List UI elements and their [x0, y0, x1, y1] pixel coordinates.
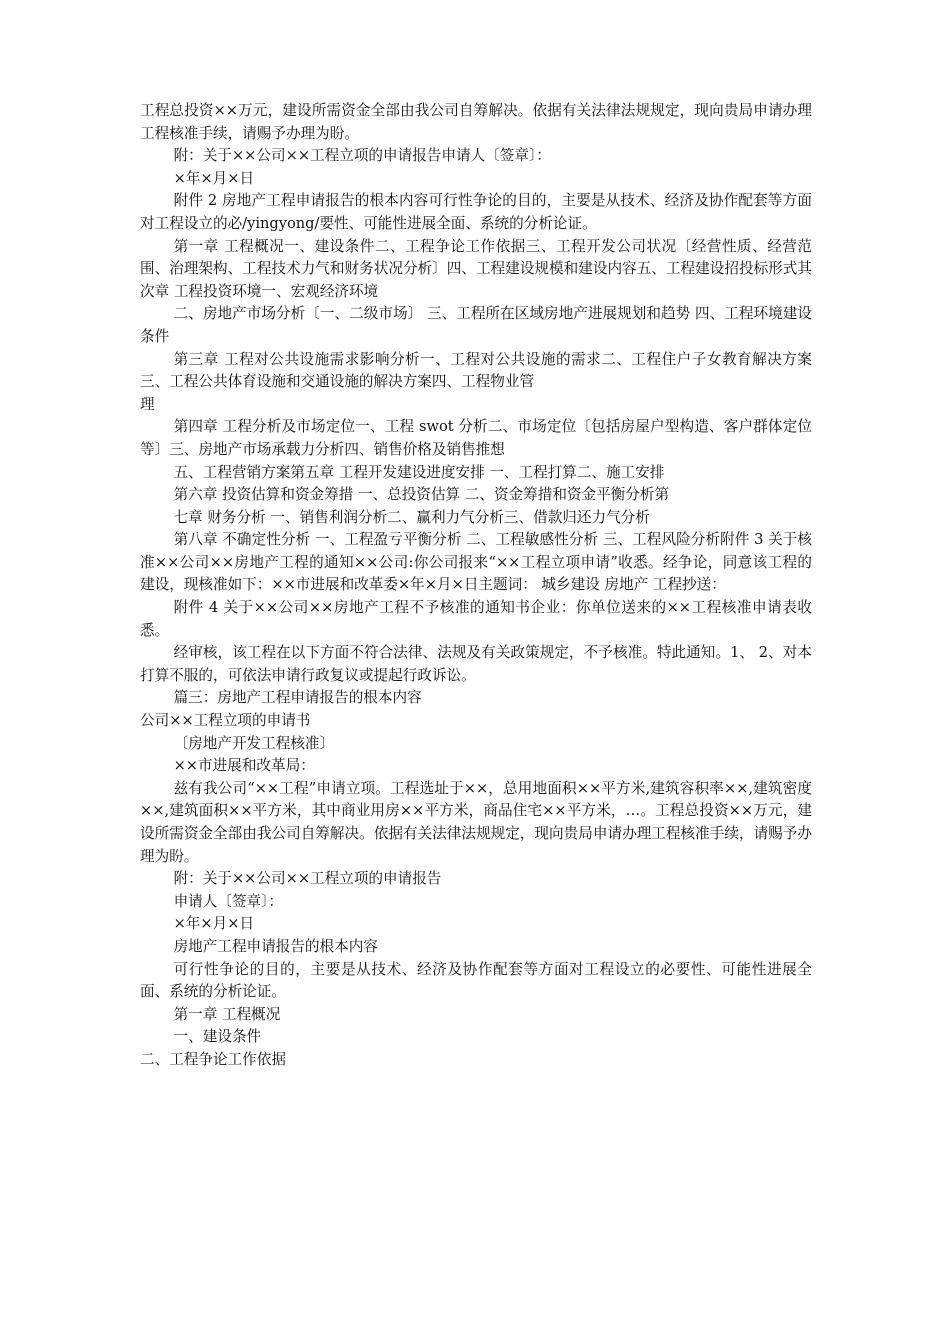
- paragraph-4: 第一章 工程概况一、建设条件二、工程争论工作依据三、工程开发公司状况〔经营性质、经营范围、治理架构、工程技术力气和财务状况分析〕四、工程建设规模和建设内容五、工程建设招投标形式其次章 工程投资环境一、宏观经济环境: [140, 237, 812, 300]
- paragraph-10: 第六章 投资估算和资金筹措 一、总投资估算 二、资金筹措和资金平衡分析第: [173, 486, 670, 504]
- paragraph-16: 公司××工程立项的申请书: [140, 712, 311, 730]
- paragraph-21: 申请人〔签章〕：: [173, 892, 284, 910]
- paragraph-15: 篇三：房地产工程申请报告的根本内容: [173, 689, 422, 707]
- paragraph-12: 第八章 不确定性分析 一、工程盈亏平衡分析 二、工程敏感性分析 三、工程风险分析附件 3 关于核准××公司××房地产工程的通知××公司:你公司报来“××工程立项申请”收悉。经争论，同意该工程的建设，现核准如下：××市进展和改革委×年×月×日主题词： 城乡建设 房地产 工程抄送：: [140, 531, 812, 594]
- paragraph-1: 附：关于××公司××工程立项的申请报告申请人〔签章〕：: [173, 147, 551, 165]
- paragraph-19: 兹有我公司“××工程”申请立项。工程选址于××，总用地面积××平方米,建筑容积率××,建筑密度××,建筑面积××平方米，其中商业用房××平方米，商品住宅××平方米，…。工程总投资××万元，建设所需资金全部由我公司自筹解决。依据有关法律法规规定，现向贵局申请办理工程核准手续，请赐予办理为盼。: [140, 779, 812, 865]
- paragraph-0: 工程总投资××万元，建设所需资金全部由我公司自筹解决。依据有关法律法规规定，现向贵局申请办理工程核准手续，请赐予办理为盼。: [140, 102, 812, 142]
- paragraph-11: 七章 财务分析 一、销售利润分析二、赢利力气分析三、借款归还力气分析: [173, 508, 650, 526]
- paragraph-9: 五、工程营销方案第五章 工程开发建设进度安排 一、工程打算二、施工安排: [173, 463, 665, 481]
- paragraph-20: 附：关于××公司××工程立项的申请报告: [173, 870, 442, 888]
- paragraph-17: 〔房地产开发工程核准〕: [173, 734, 335, 752]
- paragraph-22: ×年×月×日: [173, 915, 255, 933]
- paragraph-7: 理: [140, 395, 155, 413]
- paragraph-6: 第三章 工程对公共设施需求影响分析一、工程对公共设施的需求二、工程住户子女教育解决方案三、工程公共体育设施和交通设施的解决方案四、工程物业管: [140, 350, 812, 391]
- paragraph-23: 房地产工程申请报告的根本内容: [173, 937, 378, 955]
- paragraph-27: 二、工程争论工作依据: [140, 1050, 286, 1068]
- paragraph-3: 附件 2 房地产工程申请报告的根本内容可行性争论的目的，主要是从技术、经济及协作配套等方面对工程设立的必/yingyong/要性、可能性进展全面、系统的分析论证。: [140, 192, 812, 232]
- paragraph-14: 经审核，该工程在以下方面不符合法律、法规及有关政策规定，不予核准。特此通知。1、 2、对本打算不服的，可依法申请行政复议或提起行政诉讼。: [140, 644, 812, 684]
- paragraph-5: 二、房地产市场分析〔一、二级市场〕 三、工程所在区域房地产进展规划和趋势 四、工程环境建设条件: [140, 305, 812, 345]
- paragraph-24: 可行性争论的目的，主要是从技术、经济及协作配套等方面对工程设立的必要性、可能性进展全面、系统的分析论证。: [140, 960, 812, 1001]
- paragraph-2: ×年×月×日: [173, 169, 255, 187]
- paragraph-13: 附件 4 关于××公司××房地产工程不予核准的通知书企业：你单位送来的××工程核准申请表收悉。: [140, 599, 812, 639]
- paragraph-25: 第一章 工程概况: [173, 1005, 281, 1023]
- paragraph-8: 第四章 工程分析及市场定位一、工程 swot 分析二、市场定位〔包括房屋户型构造、客户群体定位等〕三、房地产市场承载力分析四、销售价格及销售推想: [140, 418, 812, 458]
- paragraph-26: 一、建设条件: [173, 1028, 262, 1046]
- paragraph-18: ××市进展和改革局：: [173, 757, 315, 775]
- document-page: [140, 100, 812, 1072]
